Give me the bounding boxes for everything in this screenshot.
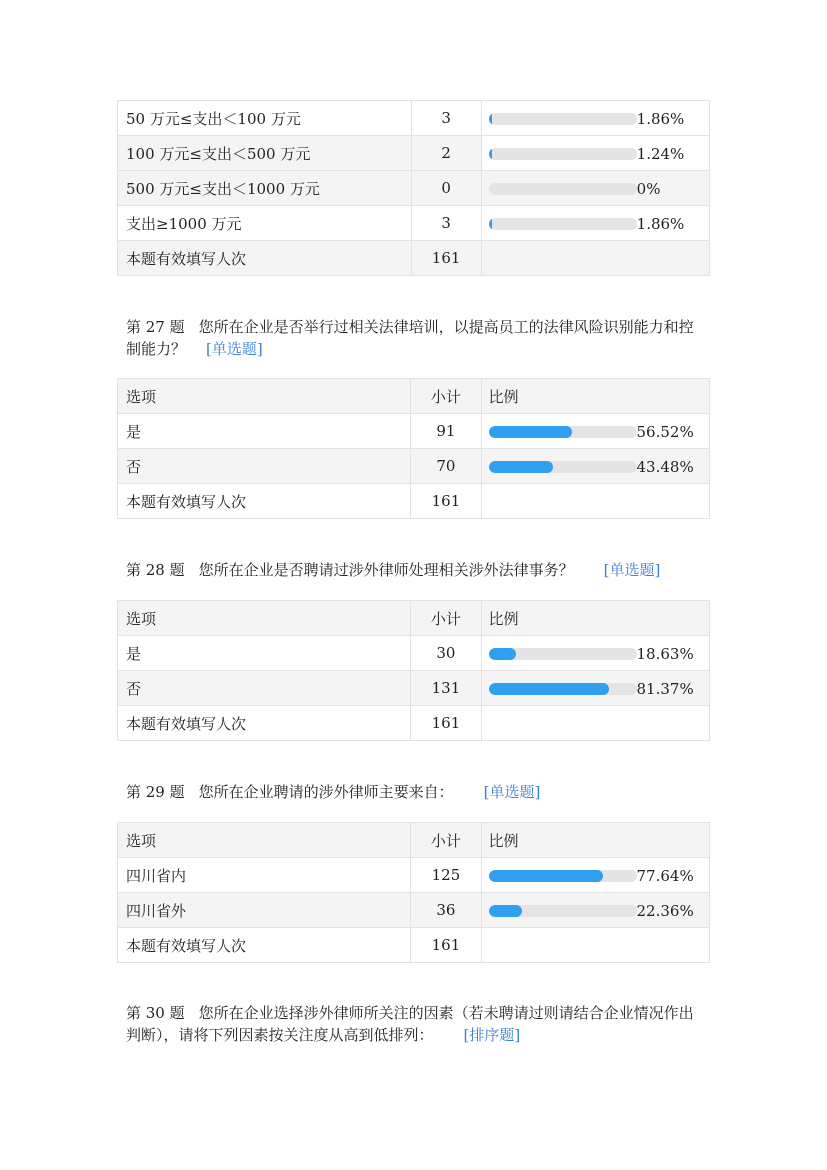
ratio-percent: 77.64% xyxy=(636,866,694,885)
ratio-cell xyxy=(481,101,709,136)
option-count: 125 xyxy=(411,858,481,893)
header-count: 小计 xyxy=(411,601,481,636)
progress-fill xyxy=(489,148,492,160)
question-type-tag: [单选题] xyxy=(603,561,661,579)
progress-fill xyxy=(489,905,522,917)
ratio-percent: 81.37% xyxy=(636,679,694,698)
table-row xyxy=(118,449,710,484)
table-row xyxy=(118,858,710,893)
option-count: 3 xyxy=(411,101,481,136)
option-count: 91 xyxy=(411,414,481,449)
ratio-percent: 22.36% xyxy=(636,901,694,920)
progress-bar xyxy=(489,426,637,438)
progress-fill xyxy=(489,113,492,125)
question-type-tag: [单选题] xyxy=(206,340,263,358)
header-option: 选项 xyxy=(118,379,411,414)
ratio-cell xyxy=(481,636,710,671)
ratio-cell xyxy=(481,893,710,928)
option-count: 70 xyxy=(411,449,481,484)
header-ratio: 比例 xyxy=(481,601,710,636)
ratio-percent: 56.52% xyxy=(636,422,694,441)
header-option: 选项 xyxy=(118,601,411,636)
table-row xyxy=(118,171,710,206)
ratio-percent: 1.86% xyxy=(636,109,685,128)
header-count: 小计 xyxy=(411,379,481,414)
table-header-row xyxy=(118,379,710,414)
ratio-percent: 18.63% xyxy=(636,644,694,663)
option-count: 30 xyxy=(411,636,481,671)
question-text: 您所在企业是否举行过相关法律培训，以提高员工的法律风险识别能力和控制能力？ xyxy=(126,318,694,358)
question-text: 您所在企业聘请的涉外律师主要来自： xyxy=(198,783,454,801)
ratio-cell xyxy=(481,206,709,241)
ratio-cell xyxy=(481,858,710,893)
ratio-cell xyxy=(481,671,710,706)
option-count: 0 xyxy=(411,171,481,206)
table-row xyxy=(118,101,710,136)
question-30-title xyxy=(126,1002,706,1046)
option-label: 否 xyxy=(118,671,411,706)
table-row xyxy=(118,136,710,171)
table-header-row xyxy=(118,601,710,636)
progress-fill xyxy=(489,648,517,660)
table-row xyxy=(118,671,710,706)
total-count: 161 xyxy=(411,706,481,741)
progress-fill xyxy=(489,683,609,695)
header-ratio: 比例 xyxy=(481,379,710,414)
progress-bar xyxy=(489,218,637,230)
table-row xyxy=(118,636,710,671)
total-label: 本题有效填写人次 xyxy=(118,928,411,963)
option-label: 否 xyxy=(118,449,411,484)
table-total-row xyxy=(118,928,710,963)
question-number: 第 30 题 xyxy=(126,1004,185,1022)
ratio-percent: 43.48% xyxy=(636,457,694,476)
option-label: 100 万元≤支出＜500 万元 xyxy=(118,136,412,171)
table-row xyxy=(118,414,710,449)
question-text: 您所在企业选择涉外律师所关注的因素（若未聘请过则请结合企业情况作出判断），请将下列因素按关注度从高到低排列： xyxy=(126,1004,694,1044)
header-option: 选项 xyxy=(118,823,411,858)
question-number: 第 28 题 xyxy=(126,561,185,579)
total-count: 161 xyxy=(411,484,481,519)
question-27-title xyxy=(126,316,706,360)
ratio-cell xyxy=(481,136,709,171)
option-count: 36 xyxy=(411,893,481,928)
option-label: 支出≥1000 万元 xyxy=(118,206,412,241)
table-row xyxy=(118,893,710,928)
progress-fill xyxy=(489,870,604,882)
q28-results-table xyxy=(117,600,710,741)
option-count: 3 xyxy=(411,206,481,241)
progress-fill xyxy=(489,426,573,438)
option-label: 四川省外 xyxy=(118,893,411,928)
progress-fill xyxy=(489,218,492,230)
ratio-percent: 1.24% xyxy=(636,144,685,163)
question-number: 第 27 题 xyxy=(126,318,185,336)
header-count: 小计 xyxy=(411,823,481,858)
question-text: 您所在企业是否聘请过涉外律师处理相关涉外法律事务？ xyxy=(198,561,574,579)
question-type-tag: [排序题] xyxy=(463,1026,521,1044)
ratio-percent: 0% xyxy=(636,179,661,198)
table-total-row xyxy=(118,484,710,519)
question-number: 第 29 题 xyxy=(126,783,185,801)
progress-bar xyxy=(489,113,637,125)
progress-bar xyxy=(489,870,637,882)
option-label: 是 xyxy=(118,636,411,671)
progress-bar xyxy=(489,648,637,660)
total-count: 161 xyxy=(411,241,481,276)
total-count: 161 xyxy=(411,928,481,963)
progress-bar xyxy=(489,905,637,917)
table-header-row xyxy=(118,823,710,858)
table-total-row xyxy=(118,241,710,276)
q26-results-table xyxy=(117,100,710,276)
option-label: 500 万元≤支出＜1000 万元 xyxy=(118,171,412,206)
option-label: 四川省内 xyxy=(118,858,411,893)
ratio-percent: 1.86% xyxy=(636,214,685,233)
total-label: 本题有效填写人次 xyxy=(118,706,411,741)
progress-bar xyxy=(489,461,637,473)
total-label: 本题有效填写人次 xyxy=(118,484,411,519)
table-row xyxy=(118,206,710,241)
q27-results-table xyxy=(117,378,710,519)
ratio-cell xyxy=(481,171,709,206)
ratio-cell xyxy=(481,449,710,484)
header-ratio: 比例 xyxy=(481,823,710,858)
ratio-cell xyxy=(481,414,710,449)
progress-bar xyxy=(489,148,637,160)
question-type-tag: [单选题] xyxy=(483,783,541,801)
option-count: 131 xyxy=(411,671,481,706)
option-count: 2 xyxy=(411,136,481,171)
progress-bar xyxy=(489,683,637,695)
progress-fill xyxy=(489,461,553,473)
progress-bar xyxy=(489,183,637,195)
option-label: 是 xyxy=(118,414,411,449)
q29-results-table xyxy=(117,822,710,963)
option-label: 50 万元≤支出＜100 万元 xyxy=(118,101,412,136)
question-28-title xyxy=(126,559,706,581)
table-total-row xyxy=(118,706,710,741)
total-label: 本题有效填写人次 xyxy=(118,241,412,276)
question-29-title xyxy=(126,781,706,803)
